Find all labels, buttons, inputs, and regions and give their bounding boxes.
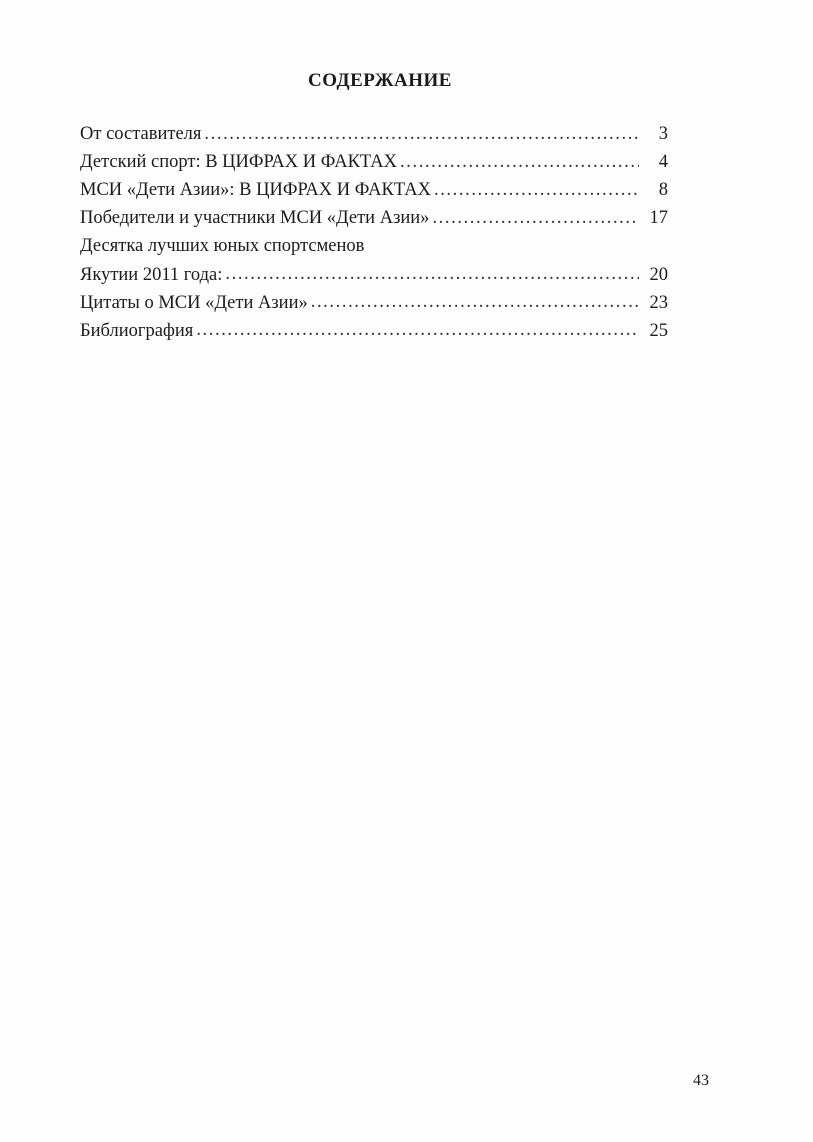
page-number: 43 bbox=[693, 1072, 709, 1089]
toc-leader-dots bbox=[225, 270, 639, 289]
toc-leader-dots bbox=[367, 242, 639, 261]
toc-leader-dots bbox=[196, 326, 639, 345]
toc-entry[interactable] bbox=[80, 317, 668, 345]
toc-entry-label: От составителя bbox=[80, 124, 202, 144]
toc-entry-label: Якутии 2011 года: bbox=[80, 264, 223, 285]
toc-entry-label: Цитаты о МСИ «Дети Азии» bbox=[80, 292, 308, 313]
toc-entry-label: Детский спорт: В ЦИФРАХ И ФАКТАХ bbox=[80, 152, 398, 173]
toc-entry[interactable] bbox=[80, 289, 668, 317]
toc-entry-page: 4 bbox=[658, 152, 668, 173]
toc-entry[interactable] bbox=[80, 176, 668, 204]
toc-entry-page: 17 bbox=[649, 208, 668, 229]
toc-entry-page: 25 bbox=[649, 320, 668, 341]
page-content bbox=[80, 70, 680, 345]
toc-entry[interactable] bbox=[80, 120, 668, 148]
toc-entry-page: 20 bbox=[649, 264, 668, 285]
toc-leader-dots bbox=[311, 298, 639, 317]
toc-leader-dots bbox=[432, 214, 639, 233]
toc-entry-page: 23 bbox=[649, 292, 668, 313]
toc-entry-page: 3 bbox=[658, 124, 668, 144]
toc-entry[interactable] bbox=[80, 261, 668, 289]
toc-leader-dots bbox=[204, 130, 639, 149]
toc-entry[interactable] bbox=[80, 232, 668, 260]
toc-leader-dots bbox=[400, 158, 639, 177]
toc-entry-page: 8 bbox=[658, 180, 668, 201]
toc-entry-label: Библиография bbox=[80, 320, 194, 341]
toc-leader-dots bbox=[434, 186, 639, 205]
toc-entry-label: Победители и участники МСИ «Дети Азии» bbox=[80, 208, 430, 229]
page-title: СОДЕРЖАНИЕ bbox=[308, 70, 452, 91]
toc-entry[interactable] bbox=[80, 148, 668, 176]
toc-entry-label: МСИ «Дети Азии»: В ЦИФРАХ И ФАКТАХ bbox=[80, 180, 431, 201]
toc-entry[interactable] bbox=[80, 204, 668, 232]
table-of-contents bbox=[80, 120, 680, 345]
toc-entry-label: Десятка лучших юных спортсменов bbox=[80, 236, 365, 257]
